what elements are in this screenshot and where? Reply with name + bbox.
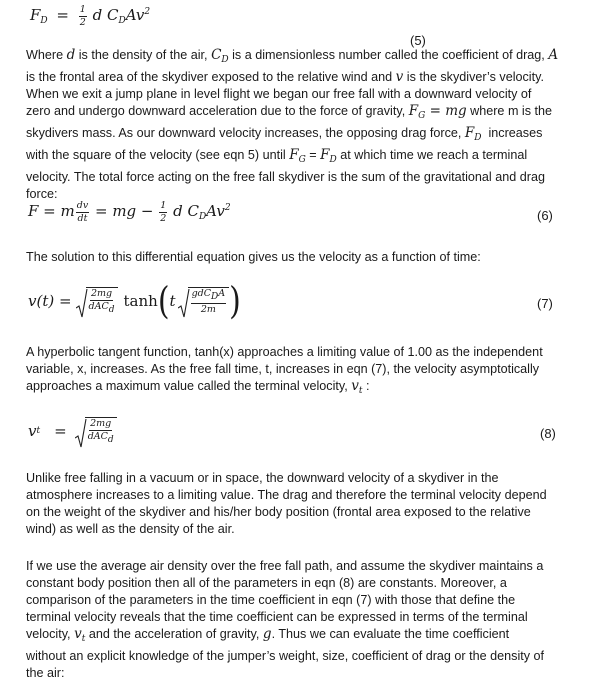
p3-line-3-end: :: [362, 379, 370, 393]
eq6-half: [159, 201, 167, 223]
eq6-lhs: F = m: [28, 202, 75, 220]
p5-line-1: If we use the average air density over the free fall path, and assume the skydiver maintains a: [26, 559, 544, 573]
p1-line-4: zero and undergo downward acceleration due to the force of gravity, $F_G$ = mg where m is the: [26, 103, 553, 121]
eq6-half-num: 1: [160, 200, 167, 211]
eq6-derivative: [76, 201, 89, 223]
eq5-sup: 2: [144, 7, 151, 17]
paragraph-3: [26, 344, 574, 400]
equation-5-number: (5): [410, 33, 426, 48]
eq7-inner-num-sub: D: [211, 292, 219, 303]
p4-line-4: wind) as well as the density of the air.: [26, 522, 235, 536]
eq7-sqrt-den: dAC: [88, 300, 109, 312]
p5-line-5c: . Thus we can evaluate the time coefficient: [271, 627, 510, 641]
eq8-sqrt-frac: [88, 419, 114, 445]
p3-line-3-text: approaches a maximum value called the terminal velocity,: [26, 379, 348, 393]
equation-8: [28, 410, 117, 452]
equation-5: [30, 4, 150, 30]
equation-7-number: (7): [537, 296, 553, 311]
equation-7: [28, 280, 241, 322]
p3-line-3: [26, 378, 574, 400]
eq7-lhs: v(t) =: [28, 291, 72, 310]
p3-vt-sub: t: [358, 386, 363, 396]
p4-line-3: on the weight of the skydiver and his/her body position (frontal area exposed to the relative: [26, 505, 531, 519]
p1-line-3: When we exit a jump plane in level flight we began our free fall with a downward velocity of: [26, 87, 532, 101]
eq6-half-den: 2: [160, 212, 167, 224]
p5-line-7: the air:: [26, 666, 65, 680]
eq7-sqrt: [76, 287, 118, 315]
radical-icon: [178, 289, 190, 319]
p1-line-2: is the frontal area of the skydiver exposed to the relative wind and v is the skydiver’s velocity.: [26, 69, 544, 85]
p5-line-4: terminal velocity reveals that the time coefficient can be expressed in terms of the terminal: [26, 610, 528, 624]
eq5-half: [79, 5, 87, 27]
p3-line-1: A hyperbolic tangent function, tanh(x) approaches a limiting value of 1.00 as the independent: [26, 345, 543, 359]
p1-line-5: skydivers mass. As our downward velocity increases, the opposing drag force, $F_D$ increases: [26, 125, 543, 143]
eq7-sqrt-den-sub: d: [108, 304, 115, 315]
eq8-lhs-sub: t: [36, 425, 41, 436]
p1-line-8: force:: [26, 187, 58, 201]
eq7-left-paren: (: [157, 279, 170, 323]
eq7-sqrt-num: 2mg: [90, 288, 113, 300]
eq5-rest: Av: [125, 6, 145, 24]
eq7-t: t: [169, 291, 176, 310]
p5-line-2: constant body position then all of the parameters in eqn (8) are constants. Moreover, a: [26, 576, 507, 590]
eq5-lhs-sub: D: [40, 16, 48, 26]
eq7-tanh: tanh: [123, 291, 158, 310]
eq6-body: d C: [173, 202, 199, 220]
eq6-dt: dt: [77, 212, 88, 224]
equation-6: [28, 200, 231, 226]
eq8-sqrt-den: dAC: [87, 430, 108, 442]
eq6-body-sub: D: [198, 212, 207, 222]
eq7-sqrt-frac: [89, 289, 115, 315]
paragraph-2: The solution to this differential equation gives us the velocity as a function of time:: [26, 250, 481, 264]
eq7-inner-den: 2m: [200, 304, 216, 316]
eq8-sqrt-num: 2mg: [90, 418, 112, 430]
p5-line-3: comparison of the parameters in the time coefficient in eqn (7) with those that define the: [26, 593, 516, 607]
eq5-lhs: F: [30, 6, 41, 24]
p1-line-6: with the square of the velocity (see eqn 5) until $F_G = F_D$ at which time we reach a terminal: [26, 147, 528, 165]
equation-6-number: (6): [537, 208, 553, 223]
eq7-inner-num: gdC: [191, 288, 212, 300]
p5-g-symbol: g: [262, 626, 272, 642]
p3-line-2: variable, x, increases. As the free fall time, t, increases in eqn (7), the velocity asymptotically: [26, 362, 540, 376]
eq6-dv: dv: [76, 200, 89, 211]
eq5-body-sub: D: [118, 16, 126, 26]
eq7-inner-num-tail: A: [218, 288, 226, 300]
eq8-equals: =: [54, 421, 67, 440]
paragraph-5: [26, 558, 574, 682]
p4-line-1: Unlike free falling in a vacuum or in space, the downward velocity of a skydiver in the: [26, 471, 499, 485]
eq7-inner-frac: [191, 289, 227, 315]
eq5-half-den: 2: [79, 16, 86, 28]
eq7-right-paren: ): [229, 279, 241, 323]
p5-line-6: without an explicit knowledge of the jumper’s weight, size, coefficient of drag or the density of: [26, 649, 545, 663]
equation-8-number: (8): [540, 426, 556, 441]
radical-icon: [76, 289, 88, 319]
p5-vt-sub: t: [81, 634, 86, 644]
p1-line-1: Where d is the density of the air, $C_D$ is a dimensionless number called the coefficient of drag, A: [26, 47, 559, 65]
eq8-sqrt: [75, 417, 117, 445]
p5-line-5a: velocity,: [26, 627, 71, 641]
eq6-rest: Av: [206, 202, 225, 220]
p5-line-5b: and the acceleration of gravity,: [85, 627, 263, 641]
p5-vt-symbol: v: [74, 626, 82, 642]
paragraph-1: [26, 47, 574, 203]
eq6-sup: 2: [224, 203, 231, 213]
eq5-half-num: 1: [79, 4, 86, 15]
eq8-lhs: v: [28, 421, 37, 440]
p5-line-5: [26, 626, 574, 648]
radical-icon: [75, 419, 87, 449]
eq8-sqrt-den-sub: d: [107, 434, 114, 445]
p3-vt-symbol: v: [351, 378, 359, 394]
eq7-inner-sqrt: [178, 287, 230, 315]
eq5-equals: =: [56, 6, 69, 24]
eq6-mid: = mg −: [94, 202, 154, 220]
p1-line-7: velocity. The total force acting on the free fall skydiver is the sum of the gravitational and drag: [26, 170, 545, 184]
p4-line-2: atmosphere increases to a limiting value. The drag and therefore the terminal velocity depend: [26, 488, 547, 502]
eq5-body: d C: [92, 6, 119, 24]
paragraph-4: [26, 470, 574, 538]
